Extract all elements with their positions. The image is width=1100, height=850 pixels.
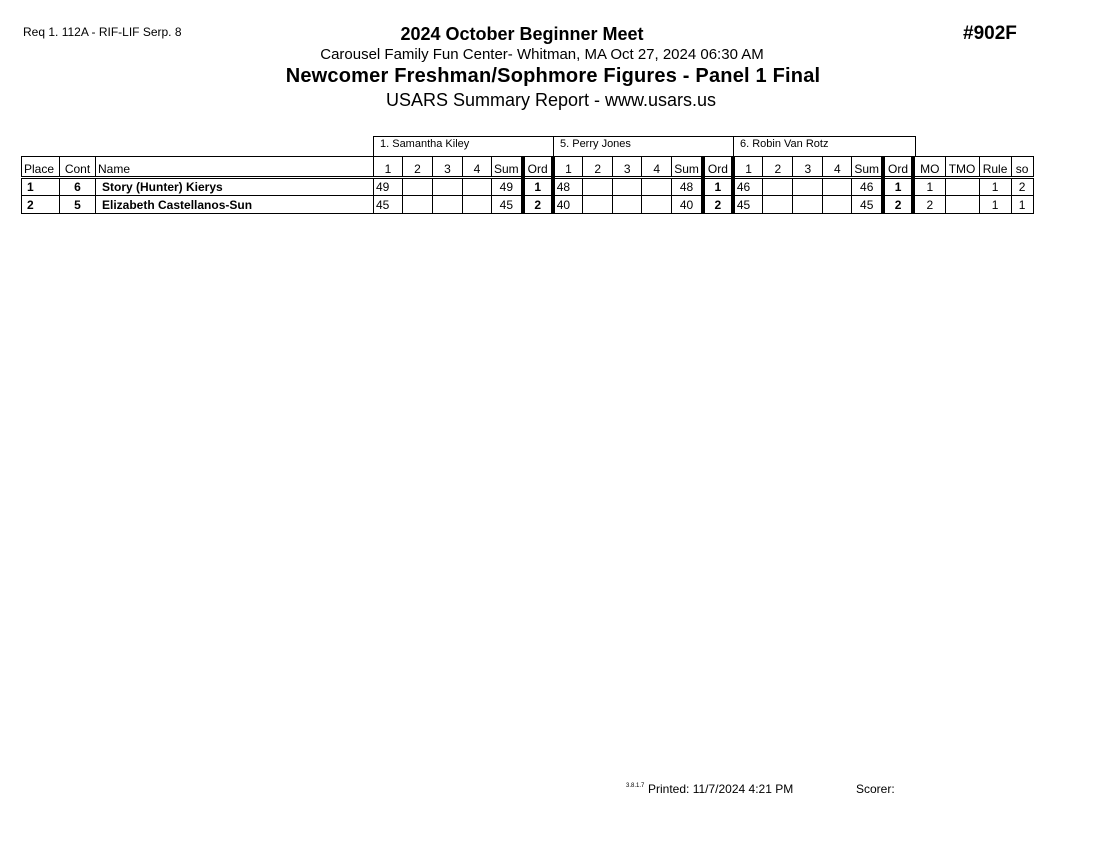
j3-sum: 45: [852, 196, 883, 214]
col-place: Place: [22, 157, 60, 178]
j1-ord: 2: [523, 196, 553, 214]
tmo: [945, 178, 979, 196]
j1-score-3: [433, 196, 463, 214]
report-title: USARS Summary Report - www.usars.us: [385, 90, 717, 110]
j2-col-sum: Sum: [672, 157, 703, 178]
event-number: #902F: [963, 23, 1017, 44]
column-header-row: [22, 157, 1034, 178]
skater-name: Elizabeth Castellanos-Sun: [96, 196, 374, 214]
col-mo: MO: [913, 157, 945, 178]
j1-score-1: 49: [374, 178, 403, 196]
j3-col-1: 1: [733, 157, 763, 178]
place: 1: [22, 178, 60, 196]
j2-score-1: 48: [553, 178, 583, 196]
j1-score-1: 45: [374, 196, 403, 214]
j3-col-sum: Sum: [852, 157, 883, 178]
printed-timestamp: Printed: 11/7/2024 4:21 PM: [648, 782, 794, 796]
j1-col-2: 2: [403, 157, 433, 178]
j2-col-3: 3: [613, 157, 642, 178]
col-name: Name: [96, 157, 374, 178]
j2-score-2: [583, 178, 613, 196]
j3-score-1: 46: [733, 178, 763, 196]
cont: 5: [60, 196, 96, 214]
j1-col-sum: Sum: [492, 157, 523, 178]
j1-col-ord: Ord: [523, 157, 553, 178]
place: 2: [22, 196, 60, 214]
software-version: 3.8.1.7: [626, 783, 645, 789]
j2-ord: 2: [703, 196, 733, 214]
table-row: [22, 196, 1034, 214]
j1-col-4: 4: [463, 157, 492, 178]
j3-col-4: 4: [823, 157, 852, 178]
j3-score-3: [793, 196, 823, 214]
event-title: Newcomer Freshman/Sophmore Figures - Panel 1 Final: [285, 65, 821, 87]
col-cont: Cont: [60, 157, 96, 178]
j1-score-2: [403, 196, 433, 214]
j3-score-2: [763, 178, 793, 196]
venue-line: Carousel Family Fun Center- Whitman, MA Oct 27, 2024 06:30 AM: [320, 46, 764, 63]
j3-score-4: [823, 178, 852, 196]
j3-col-ord: Ord: [883, 157, 913, 178]
col-tmo: TMO: [945, 157, 979, 178]
j2-score-4: [642, 196, 672, 214]
results-table: [21, 156, 1034, 214]
judge-header-1: 1. Samantha Kiley: [373, 136, 554, 156]
j1-score-4: [463, 196, 492, 214]
j1-col-3: 3: [433, 157, 463, 178]
j2-col-ord: Ord: [703, 157, 733, 178]
j2-ord: 1: [703, 178, 733, 196]
j3-col-2: 2: [763, 157, 793, 178]
rule: 1: [979, 178, 1011, 196]
j3-ord: 2: [883, 196, 913, 214]
j3-ord: 1: [883, 178, 913, 196]
j2-sum: 40: [672, 196, 703, 214]
j2-score-2: [583, 196, 613, 214]
j1-score-2: [403, 178, 433, 196]
table-row: [22, 178, 1034, 196]
mo: 1: [913, 178, 945, 196]
j3-col-3: 3: [793, 157, 823, 178]
j3-score-4: [823, 196, 852, 214]
meet-title: 2024 October Beginner Meet: [400, 24, 644, 44]
j2-col-1: 1: [553, 157, 583, 178]
j2-score-3: [613, 196, 642, 214]
j3-score-3: [793, 178, 823, 196]
j2-score-1: 40: [553, 196, 583, 214]
j2-col-2: 2: [583, 157, 613, 178]
tmo: [945, 196, 979, 214]
col-so: so: [1011, 157, 1033, 178]
cont: 6: [60, 178, 96, 196]
j2-score-3: [613, 178, 642, 196]
j3-score-2: [763, 196, 793, 214]
j2-col-4: 4: [642, 157, 672, 178]
j1-score-3: [433, 178, 463, 196]
skater-name: Story (Hunter) Kierys: [96, 178, 374, 196]
judge-header-3: 6. Robin Van Rotz: [733, 136, 916, 156]
j2-score-4: [642, 178, 672, 196]
mo: 2: [913, 196, 945, 214]
so: 2: [1011, 178, 1033, 196]
j1-ord: 1: [523, 178, 553, 196]
j2-sum: 48: [672, 178, 703, 196]
request-info: Req 1. 112A - RIF-LIF Serp. 8: [23, 25, 182, 39]
j1-col-1: 1: [374, 157, 403, 178]
j1-sum: 45: [492, 196, 523, 214]
scorer-label: Scorer:: [856, 782, 895, 796]
j1-score-4: [463, 178, 492, 196]
col-rule: Rule: [979, 157, 1011, 178]
rule: 1: [979, 196, 1011, 214]
j3-sum: 46: [852, 178, 883, 196]
so: 1: [1011, 196, 1033, 214]
j1-sum: 49: [492, 178, 523, 196]
j3-score-1: 45: [733, 196, 763, 214]
judge-header-2: 5. Perry Jones: [553, 136, 734, 156]
